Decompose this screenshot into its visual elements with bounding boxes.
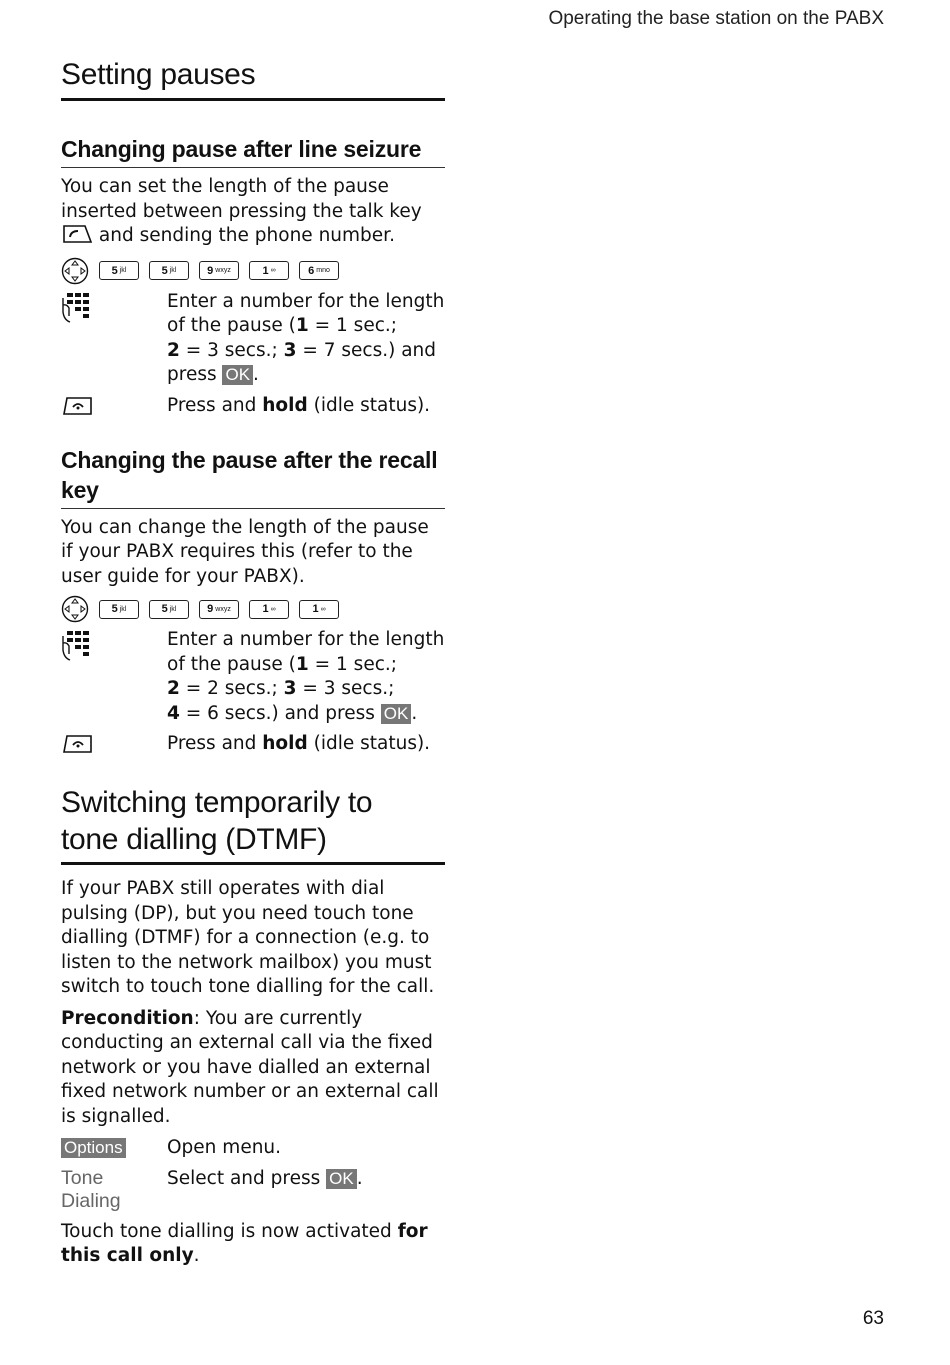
- key-sequence-2: [61, 593, 445, 625]
- section-title-setting-pauses: Setting pauses: [61, 56, 445, 101]
- precondition-paragraph: Precondition: You are currently conducting an external call via the fixed network or you have dialled an external fixed network number or an external call is signalled.: [61, 1007, 439, 1127]
- key-9: 9 wxyz: [199, 261, 239, 280]
- final-note: Touch tone dialling is now activated for this call only.: [61, 1220, 428, 1266]
- key-1: 1 ∞: [249, 600, 289, 619]
- key-1: 1 ∞: [249, 261, 289, 280]
- end-call-key-icon: [61, 734, 93, 754]
- key-5: 5 jkl: [99, 600, 139, 619]
- subsection-title-line-seizure: Changing pause after line seizure: [61, 134, 445, 168]
- keypad-icon: [61, 630, 91, 662]
- key-5: 5 jkl: [99, 261, 139, 280]
- key-1: 1 ∞: [299, 600, 339, 619]
- ok-softkey: OK: [326, 1169, 357, 1189]
- keypad-icon: [61, 292, 91, 324]
- options-softkey: Options: [61, 1138, 126, 1158]
- navigation-key-icon: [61, 595, 89, 623]
- intro-line-seizure: You can set the length of the pause inserted between pressing the talk key and sending the phone number.: [61, 176, 422, 246]
- menu-item-tone-dialing: Tone Dialing: [61, 1166, 121, 1212]
- ok-softkey: OK: [222, 365, 253, 385]
- main-column: [61, 56, 445, 1269]
- tone-dialling-intro: If your PABX still operates with dial pulsing (DP), but you need touch tone dialling (DTMF) for a connection (e.g. to listen to the network mailbox) you must switch to touch tone dialling for the call.: [61, 878, 435, 997]
- step-enter-number-2: Enter a number for the length of the pause (1 = 1 sec.; 2 = 2 secs.; 3 = 3 secs.; 4 = 6 secs.) and press OK .: [61, 628, 445, 726]
- intro-recall-key: You can change the length of the pause if your PABX requires this (refer to the user guide for your PABX).: [61, 516, 429, 587]
- page-number: 63: [862, 1308, 884, 1329]
- key-sequence-1: [61, 255, 445, 287]
- step-press-hold-1: Press and hold (idle status).: [61, 394, 445, 420]
- navigation-key-icon: [61, 257, 89, 285]
- key-5: 5 jkl: [149, 600, 189, 619]
- step-tone-dialing: Tone Dialing Select and press OK .: [61, 1166, 363, 1212]
- key-5: 5 jkl: [149, 261, 189, 280]
- running-header: Operating the base station on the PABX: [548, 8, 884, 29]
- ok-softkey: OK: [381, 704, 412, 724]
- step-open-options: Options Open menu.: [61, 1136, 445, 1161]
- end-call-key-icon: [61, 396, 93, 416]
- step-enter-number-1: Enter a number for the length of the pause (1 = 1 sec.; 2 = 3 secs.; 3 = 7 secs.) and press OK .: [61, 290, 445, 388]
- step-press-hold-2: Press and hold (idle status).: [61, 732, 445, 758]
- subsection-title-recall-key: Changing the pause after the recall key: [61, 445, 445, 509]
- section-title-tone-dialling: Switching temporarily to tone dialling (DTMF): [61, 784, 445, 865]
- key-6: 6 mno: [299, 261, 339, 280]
- talk-key-icon: [61, 224, 93, 244]
- key-9: 9 wxyz: [199, 600, 239, 619]
